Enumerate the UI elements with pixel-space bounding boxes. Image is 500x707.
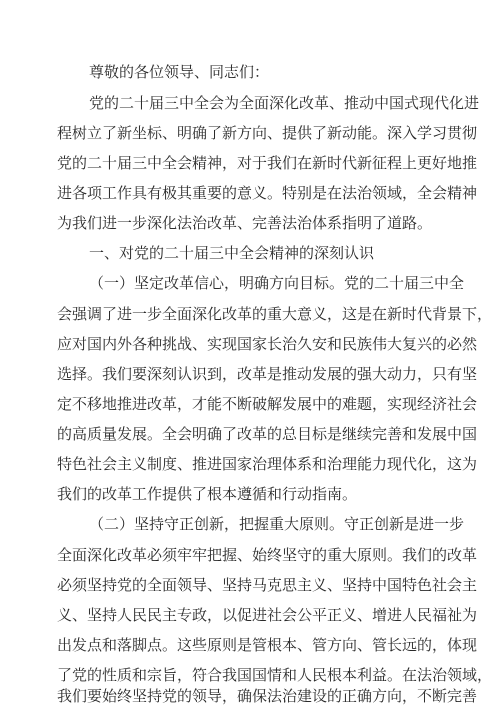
paragraph-3-line-1: （二）坚持守正创新，把握重大原则。守正创新是进一步 (89, 515, 465, 533)
paragraph-3-line-7: 我们要始终坚持党的领导，确保法治建设的正确方向，不断完善 (57, 687, 478, 705)
paragraph-1-line-1: 党的二十届三中全会为全面深化改革、推动中国式现代化进 (89, 94, 480, 112)
paragraph-2-line-7: 特色社会主义制度、推进国家治理体系和治理能力现代化，这为 (57, 455, 478, 473)
paragraph-2-line-1: （一）坚定改革信心，明确方向目标。党的二十届三中全 (89, 274, 465, 292)
paragraph-1-line-3: 党的二十届三中全会精神，对于我们在新时代新征程上更好地推 (57, 154, 478, 172)
paragraph-3-line-3: 必须坚持党的全面领导、坚持马克思主义、坚持中国特色社会主 (57, 576, 478, 594)
paragraph-2-line-8: 我们的改革工作提供了根本遵循和行动指南。 (57, 485, 358, 503)
section-heading-1: 一、对党的二十届三中全会精神的深刻认识 (89, 244, 375, 262)
paragraph-2-line-5: 定不移地推进改革，才能不断破解发展中的难题，实现经济社会 (57, 395, 478, 413)
paragraph-1-line-5: 为我们进一步深化法治改革、完善法治体系指明了道路。 (57, 214, 433, 232)
paragraph-1-line-4: 进各项工作具有极其重要的意义。特别是在法治领域，全会精神 (57, 184, 478, 202)
paragraph-2-line-2: 会强调了进一步全面深化改革的重大意义，这是在新时代背景下， (57, 305, 493, 323)
paragraph-3-line-2: 全面深化改革必须牢牢把握、始终坚守的重大原则。我们的改革 (57, 546, 478, 564)
paragraph-2-line-4: 选择。我们要深刻认识到，改革是推动发展的强大动力，只有坚 (57, 365, 478, 383)
paragraph-3-line-4: 义、坚持人民民主专政，以促进社会公平正义、增进人民福祉为 (57, 606, 478, 624)
paragraph-3-line-6: 了党的性质和宗旨，符合我国国情和人民根本利益。在法治领域， (57, 666, 493, 684)
paragraph-3-line-5: 出发点和落脚点。这些原则是管根本、管方向、管长远的，体现 (57, 636, 478, 654)
paragraph-2-line-6: 的高质量发展。全会明确了改革的总目标是继续完善和发展中国 (57, 425, 478, 443)
salutation: 尊敬的各位领导、同志们： (89, 63, 270, 81)
paragraph-2-line-3: 应对国内外各种挑战、实现国家长治久安和民族伟大复兴的必然 (57, 335, 478, 353)
paragraph-1-line-2: 程树立了新坐标、明确了新方向、提供了新动能。深入学习贯彻 (57, 124, 478, 142)
